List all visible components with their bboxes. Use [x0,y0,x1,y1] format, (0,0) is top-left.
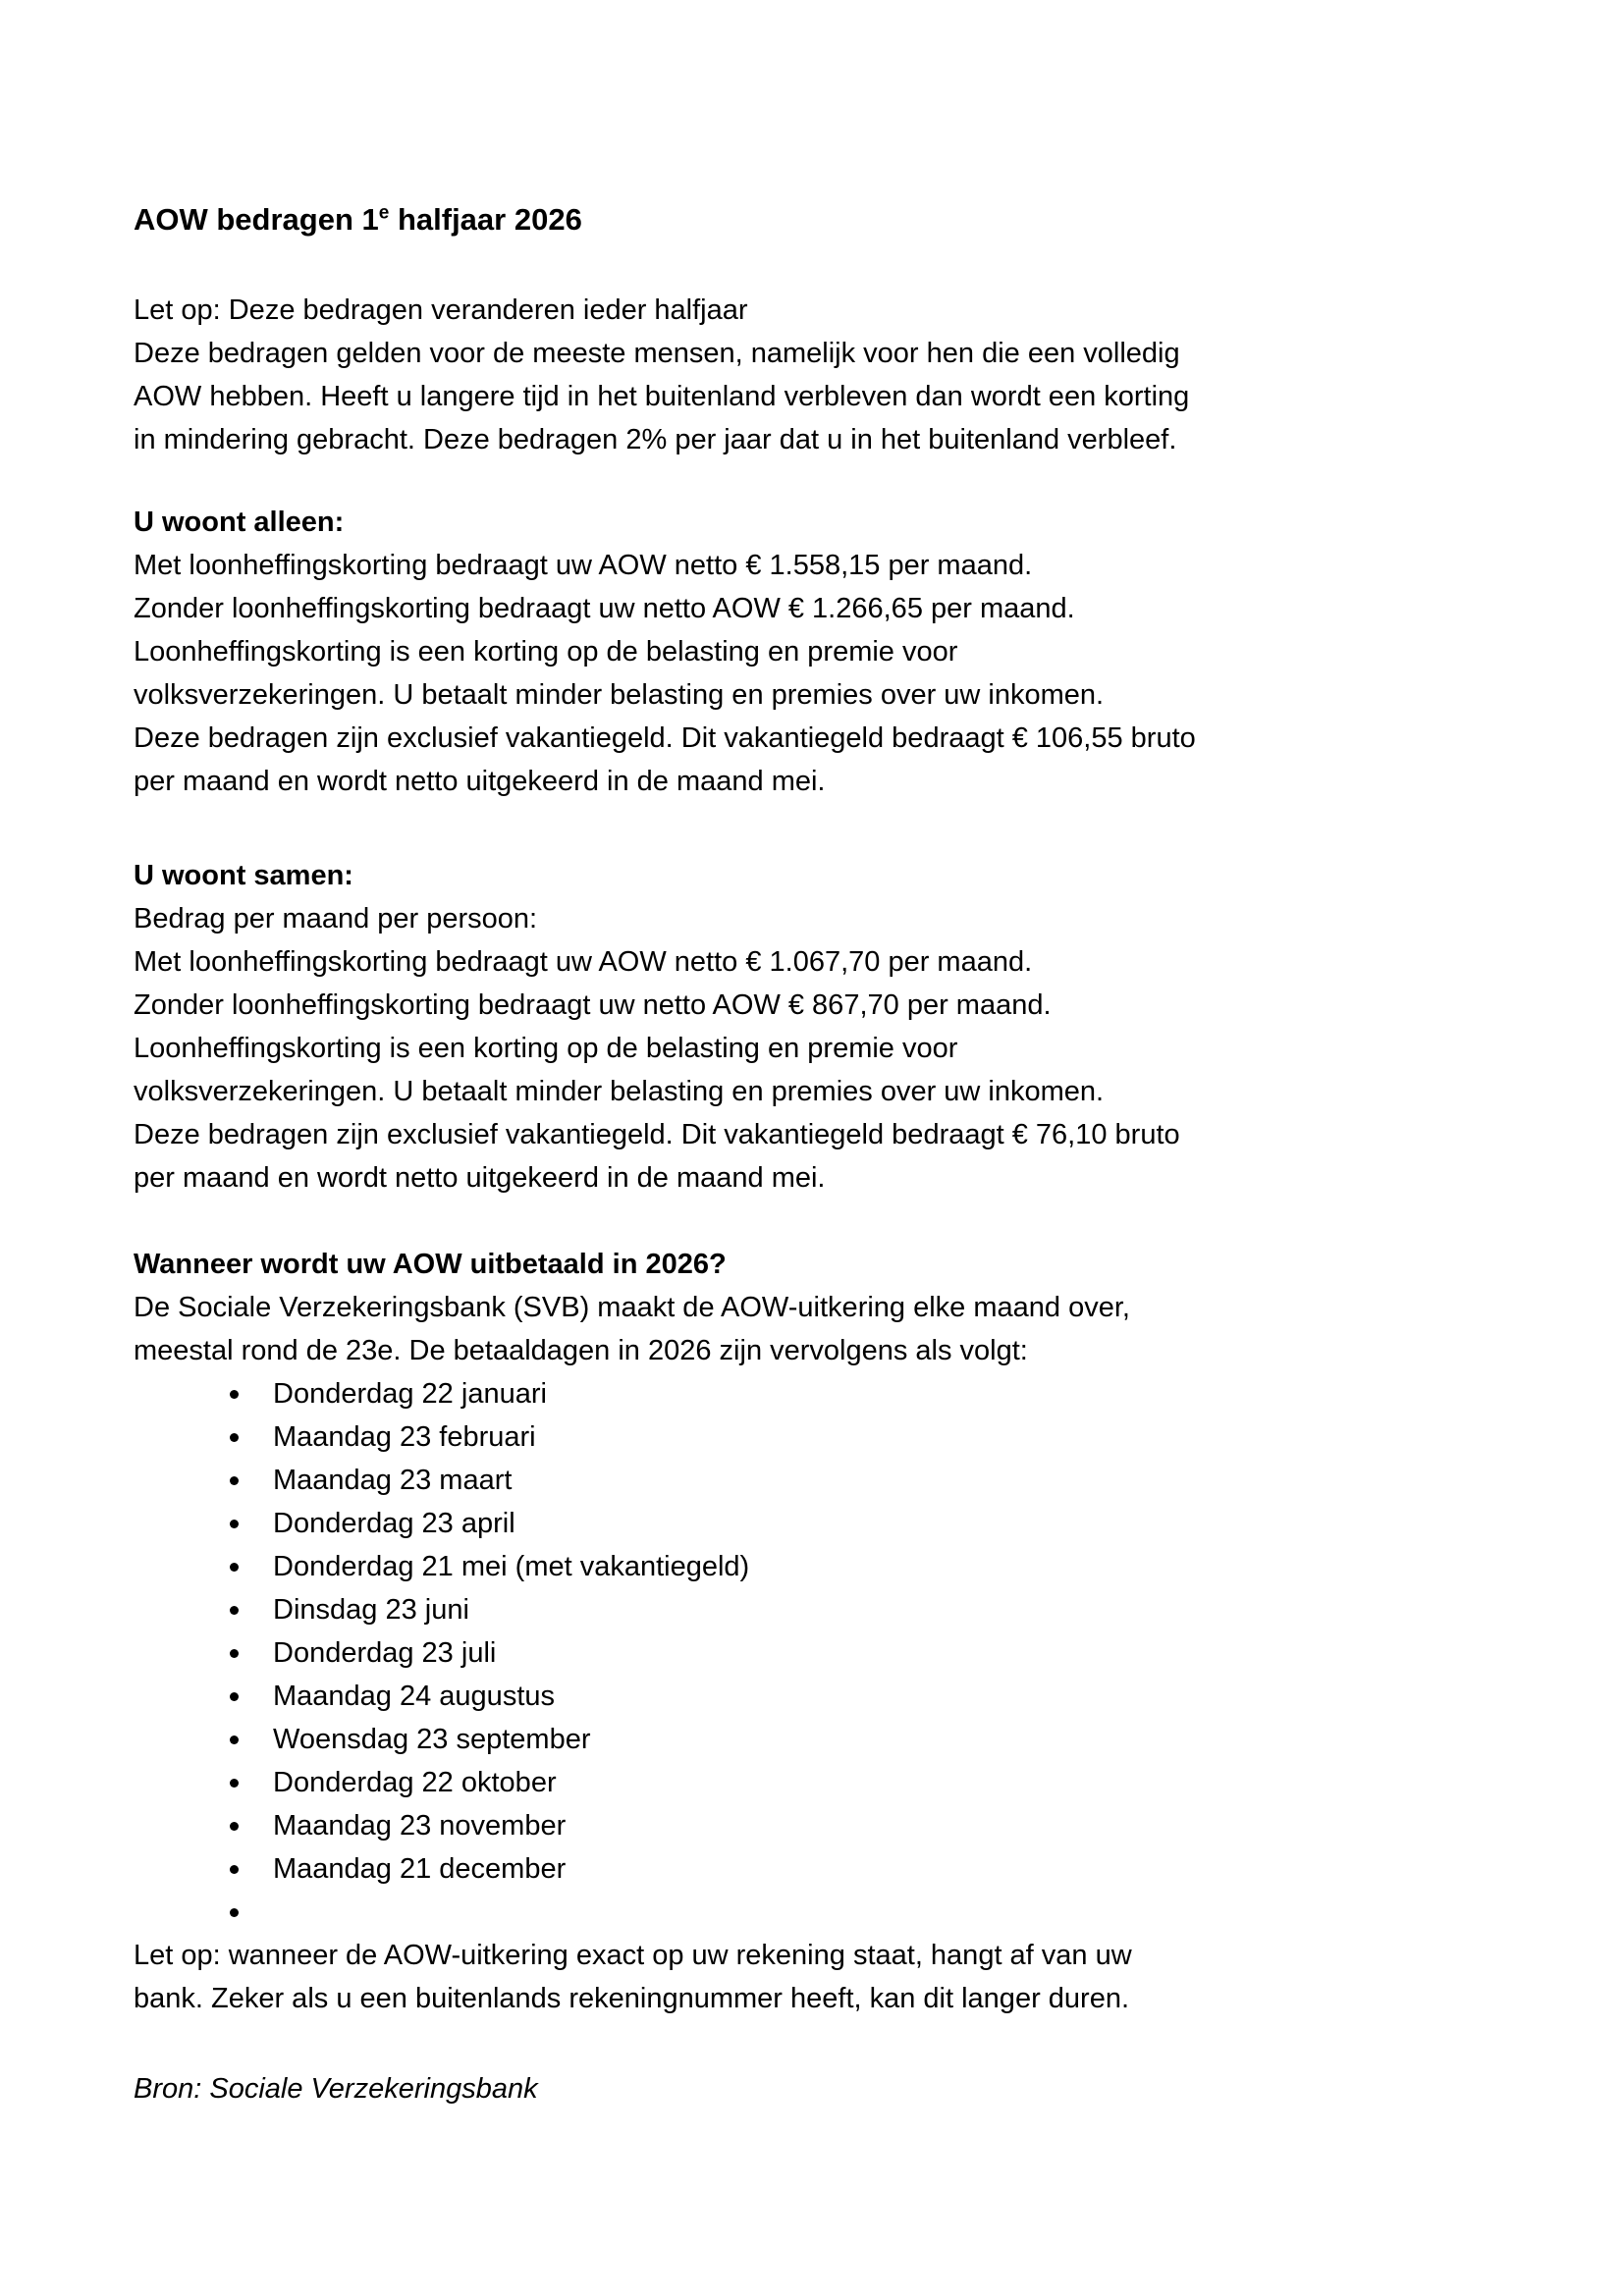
payment-dates-list [134,1372,1506,1934]
bank-note-line: Let op: wanneer de AOW-uitkering exact op uw rekening staat, hangt af van uw [134,1940,1132,1971]
living-alone-line: Zonder loonheffingskorting bedraagt uw netto AOW € 1.266,65 per maand. [134,593,1075,624]
section-heading-payment-dates: Wanneer wordt uw AOW uitbetaald in 2026? [134,1249,727,1280]
list-item-payment-date [134,1502,1506,1545]
bullet-icon [230,1735,239,1744]
living-alone-line: Loonheffingskorting is een korting op de belasting en premie voor [134,636,958,667]
payment-date-label: Maandag 23 maart [273,1465,513,1496]
bank-note-paragraph [134,1934,1506,2020]
bullet-icon [230,1865,239,1874]
bullet-icon [230,1563,239,1572]
intro-line: Let op: Deze bedragen veranderen ieder halfjaar [134,294,748,326]
list-item-payment-date [134,1415,1506,1459]
section-living-together [134,854,1506,1200]
bullet-icon [230,1779,239,1788]
bullet-icon [230,1908,239,1917]
spacer [134,461,1506,501]
living-alone-line: Met loonheffingskorting bedraagt uw AOW netto € 1.558,15 per maand. [134,550,1033,581]
list-item-payment-date [134,1847,1506,1891]
payment-date-label: Woensdag 23 september [273,1724,591,1755]
payment-date-label: Maandag 24 augustus [273,1681,555,1712]
section-heading-living-together: U woont samen: [134,860,353,891]
spacer [134,1200,1506,1243]
payment-date-label: Donderdag 23 juli [273,1637,497,1669]
list-item-payment-date [134,1718,1506,1761]
living-together-line: volksverzekeringen. U betaalt minder belasting en premies over uw inkomen. [134,1076,1105,1107]
list-item-payment-date [134,1631,1506,1675]
section-heading-living-alone: U woont alleen: [134,507,345,538]
spacer [134,803,1506,854]
title-superscript: e [378,202,390,224]
payment-date-label: Donderdag 23 april [273,1508,515,1539]
section-payment-dates [134,1243,1506,1934]
payment-date-label: Maandag 21 december [273,1853,567,1885]
payment-date-label: Maandag 23 november [273,1810,567,1842]
list-item-payment-date [134,1675,1506,1718]
payment-date-label: Donderdag 21 mei (met vakantiegeld) [273,1551,750,1582]
bank-note-line: bank. Zeker als u een buitenlands rekeningnummer heeft, kan dit langer duren. [134,1983,1130,2014]
payment-intro-line: De Sociale Verzekeringsbank (SVB) maakt de AOW-uitkering elke maand over, [134,1292,1130,1323]
list-item-empty [134,1891,1506,1934]
intro-line: Deze bedragen gelden voor de meeste mensen, namelijk voor hen die een volledig [134,338,1180,369]
list-item-payment-date [134,1761,1506,1804]
bullet-icon [230,1692,239,1701]
bullet-icon [230,1520,239,1528]
list-item-payment-date [134,1459,1506,1502]
bullet-icon [230,1476,239,1485]
bullet-icon [230,1390,239,1399]
living-together-line: per maand en wordt netto uitgekeerd in de maand mei. [134,1162,826,1194]
living-alone-line: Deze bedragen zijn exclusief vakantiegeld. Dit vakantiegeld bedraagt € 106,55 bruto [134,722,1196,754]
title-prefix: AOW bedragen 1 [134,202,379,237]
payment-date-label: Donderdag 22 januari [273,1378,547,1410]
intro-paragraph [134,289,1506,461]
living-together-line: Bedrag per maand per persoon: [134,903,538,934]
intro-line: in mindering gebracht. Deze bedragen 2% per jaar dat u in het buitenland verbleef. [134,424,1177,455]
page-title [134,196,1506,243]
bullet-icon [230,1822,239,1831]
living-together-line: Deze bedragen zijn exclusief vakantiegeld. Dit vakantiegeld bedraagt € 76,10 bruto [134,1119,1180,1150]
bullet-icon [230,1606,239,1615]
living-together-line: Met loonheffingskorting bedraagt uw AOW netto € 1.067,70 per maand. [134,946,1033,978]
bullet-icon [230,1433,239,1442]
living-alone-line: per maand en wordt netto uitgekeerd in de maand mei. [134,766,826,797]
list-item-payment-date [134,1372,1506,1415]
section-living-alone [134,501,1506,803]
living-together-line: Loonheffingskorting is een korting op de belasting en premie voor [134,1033,958,1064]
intro-line: AOW hebben. Heeft u langere tijd in het buitenland verbleven dan wordt een korting [134,381,1190,412]
title-suffix: halfjaar 2026 [389,202,582,237]
living-alone-line: volksverzekeringen. U betaalt minder belasting en premies over uw inkomen. [134,679,1105,711]
payment-date-label: Donderdag 22 oktober [273,1767,557,1798]
source-attribution: Bron: Sociale Verzekeringsbank [134,2073,538,2105]
payment-date-label: Dinsdag 23 juni [273,1594,469,1626]
living-together-line: Zonder loonheffingskorting bedraagt uw netto AOW € 867,70 per maand. [134,989,1052,1021]
list-item-payment-date [134,1545,1506,1588]
payment-intro-line: meestal rond de 23e. De betaaldagen in 2026 zijn vervolgens als volgt: [134,1335,1028,1366]
bullet-icon [230,1649,239,1658]
list-item-payment-date [134,1588,1506,1631]
list-item-payment-date [134,1804,1506,1847]
payment-date-label: Maandag 23 februari [273,1421,536,1453]
